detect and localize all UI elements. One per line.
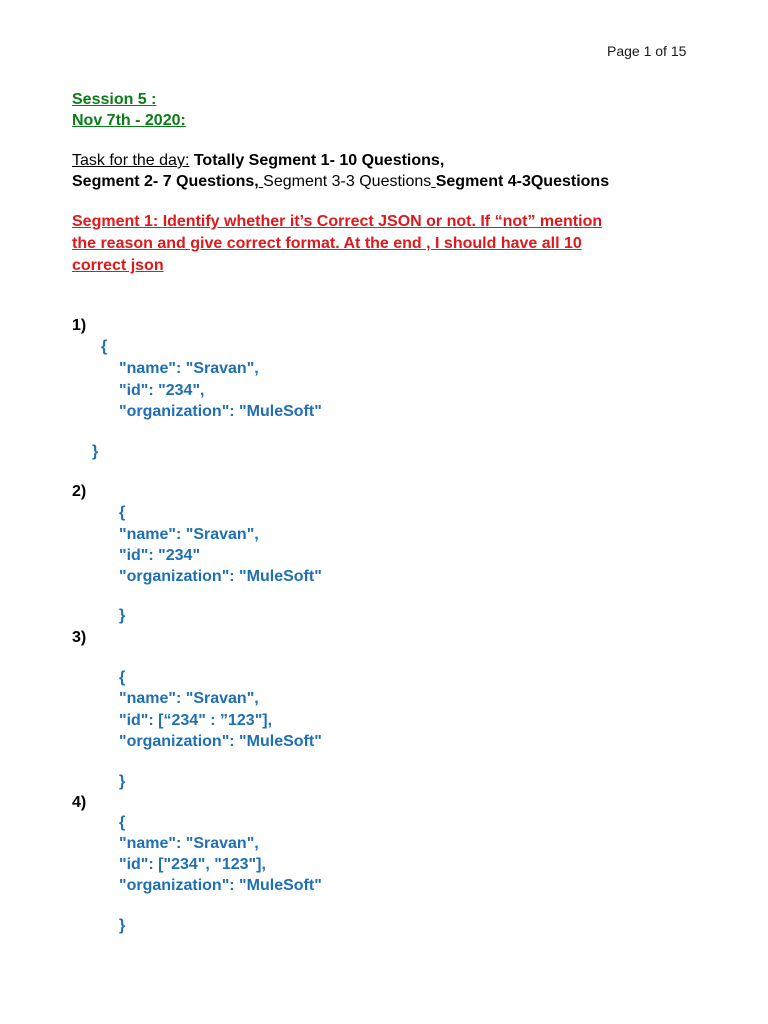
task-label: Task for the day: bbox=[72, 152, 190, 169]
segment1-instruction-line-2: the reason and give correct format. At the end , I should have all 10 bbox=[72, 235, 582, 252]
question-3-line-2: "id": [“234" : ”123"], bbox=[119, 712, 273, 729]
question-2-line-1: "name": "Sravan", bbox=[119, 526, 259, 543]
task-line-1-text: Totally Segment 1- 10 Questions, bbox=[189, 152, 445, 169]
question-1-line-2: "id": "234", bbox=[119, 382, 205, 399]
session-title: Session 5 : bbox=[72, 91, 157, 108]
question-3-open-brace: { bbox=[119, 669, 126, 686]
question-2-number: 2) bbox=[72, 483, 87, 500]
task-segment-2: Segment 2- 7 Questions, bbox=[72, 173, 259, 190]
question-4-open-brace: { bbox=[119, 814, 126, 831]
question-2-open-brace: { bbox=[119, 504, 126, 521]
question-1-number: 1) bbox=[72, 317, 87, 334]
question-3-line-1: "name": "Sravan", bbox=[119, 690, 259, 707]
question-4-number: 4) bbox=[72, 794, 87, 811]
question-2-close-brace: } bbox=[119, 607, 126, 624]
page-number: Page 1 of 15 bbox=[607, 43, 687, 59]
task-segment-4: Segment 4-3Questions bbox=[435, 173, 610, 190]
question-2-line-3: "organization": "MuleSoft" bbox=[119, 568, 322, 585]
segment1-instruction-line-3: correct json bbox=[72, 257, 164, 274]
question-1-line-3: "organization": "MuleSoft" bbox=[119, 403, 322, 420]
question-1-close-brace: } bbox=[92, 443, 99, 460]
question-1-open-brace: { bbox=[101, 338, 108, 355]
question-4-close-brace: } bbox=[119, 917, 126, 934]
question-4-line-1: "name": "Sravan", bbox=[119, 835, 259, 852]
question-3-number: 3) bbox=[72, 629, 87, 646]
task-line-2 bbox=[72, 171, 609, 192]
question-4-line-3: "organization": "MuleSoft" bbox=[119, 877, 322, 894]
task-line-1 bbox=[72, 150, 444, 171]
question-3-line-3: "organization": "MuleSoft" bbox=[119, 733, 322, 750]
question-2-line-2: "id": "234" bbox=[119, 547, 201, 564]
session-date: Nov 7th - 2020: bbox=[72, 112, 186, 129]
question-1-line-1: "name": "Sravan", bbox=[119, 360, 259, 377]
question-4-line-2: "id": ["234", "123"], bbox=[119, 856, 266, 873]
task-segment-3: Segment 3-3 Questions bbox=[263, 173, 432, 190]
segment1-instruction-line-1: Segment 1: Identify whether it’s Correct JSON or not. If “not” mention bbox=[72, 213, 603, 230]
question-3-close-brace: } bbox=[119, 773, 126, 790]
